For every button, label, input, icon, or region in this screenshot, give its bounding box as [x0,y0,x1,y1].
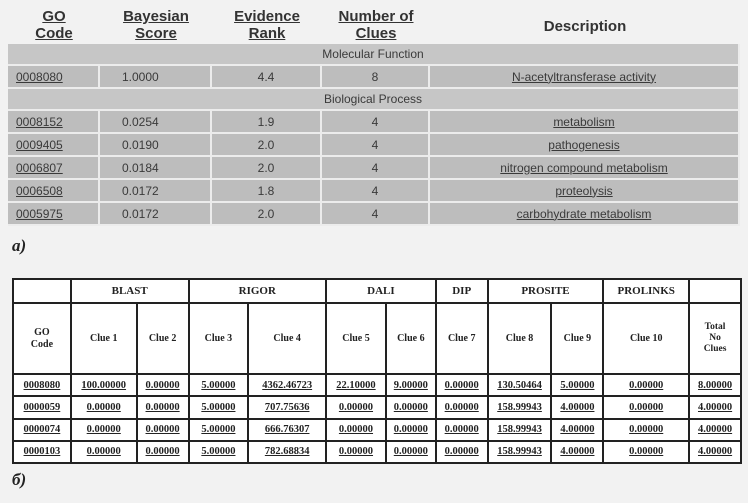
table-row [8,203,740,226]
clue-value[interactable]: 4.00000 [551,419,603,441]
clue-value[interactable]: 782.68834 [248,441,326,463]
clue-value[interactable]: 0.00000 [326,419,386,441]
evidence-rank: 2.0 [212,203,322,226]
description-link[interactable]: pathogenesis [430,134,740,157]
header-bayesian-score: Bayesian Score [123,8,189,42]
clue-value[interactable]: 130.50464 [488,374,552,396]
evidence-rank: 2.0 [212,157,322,180]
clue-value[interactable]: 22.10000 [326,374,386,396]
clue-value[interactable]: 5.00000 [189,396,249,418]
header-description: Description [543,17,627,35]
clue-value[interactable]: 0.00000 [326,396,386,418]
section-row [8,89,740,111]
table-row [8,157,740,180]
go-results-table [8,8,740,226]
description-link[interactable]: carbohydrate metabolism [430,203,740,226]
clue-value[interactable]: 100.00000 [71,374,137,396]
figure-caption-a: a) [12,236,27,255]
sub-header-row [13,303,741,374]
go-code-link[interactable]: 0000103 [13,441,71,463]
clue-value[interactable]: 0.00000 [436,419,488,441]
header-number-of-clues: Number of Clues [338,8,414,42]
evidence-rank: 2.0 [212,134,322,157]
section-row [8,44,740,66]
group-header: PROSITE [488,279,604,303]
header-go-code: GO Code [13,303,71,374]
total-clues-value[interactable]: 4.00000 [689,419,741,441]
group-header: DIP [436,279,488,303]
section-title: Biological Process [8,89,740,111]
evidence-rank: 1.9 [212,111,322,134]
group-header: DALI [326,279,436,303]
group-header: BLAST [71,279,189,303]
clue-value[interactable]: 0.00000 [603,441,689,463]
go-code-link[interactable]: 0005975 [8,203,100,226]
clue-header: Clue 7 [436,303,488,374]
go-code-link[interactable]: 0009405 [8,134,100,157]
bayesian-score: 0.0184 [100,157,212,180]
figure-caption-b: б) [12,470,27,489]
table-row [8,180,740,203]
clue-value[interactable]: 9.00000 [386,374,436,396]
clue-count: 4 [322,157,430,180]
clue-value[interactable]: 0.00000 [71,441,137,463]
clue-header: Clue 10 [603,303,689,374]
clue-value[interactable]: 666.76307 [248,419,326,441]
header-blank [13,279,71,303]
clue-count: 8 [322,66,430,89]
group-header: RIGOR [189,279,327,303]
clue-value[interactable]: 0.00000 [386,419,436,441]
clue-value[interactable]: 158.99943 [488,419,552,441]
table-row [13,419,741,441]
clue-value[interactable]: 0.00000 [386,441,436,463]
go-code-link[interactable]: 0008152 [8,111,100,134]
clue-value[interactable]: 4362.46723 [248,374,326,396]
clue-value[interactable]: 0.00000 [603,419,689,441]
clue-value[interactable]: 0.00000 [603,374,689,396]
clue-value[interactable]: 0.00000 [436,374,488,396]
total-clues-value[interactable]: 4.00000 [689,441,741,463]
evidence-rank: 4.4 [212,66,322,89]
bayesian-score: 0.0172 [100,203,212,226]
bayesian-score: 0.0254 [100,111,212,134]
clue-value[interactable]: 0.00000 [137,441,189,463]
table-row [13,374,741,396]
header-total-clues: Total No Clues [689,303,741,374]
clue-value[interactable]: 0.00000 [386,396,436,418]
go-code-link[interactable]: 0008080 [8,66,100,89]
clue-value[interactable]: 0.00000 [436,396,488,418]
go-code-link[interactable]: 0008080 [13,374,71,396]
bayesian-score: 0.0190 [100,134,212,157]
clue-header: Clue 9 [551,303,603,374]
table-row [8,66,740,89]
header-go-code: GO Code [35,8,73,42]
bayesian-score: 1.0000 [100,66,212,89]
group-header-row [13,279,741,303]
clue-count: 4 [322,111,430,134]
table-row [8,134,740,157]
table-row [8,111,740,134]
clue-count: 4 [322,134,430,157]
clue-header: Clue 5 [326,303,386,374]
clue-value[interactable]: 5.00000 [189,441,249,463]
clue-value[interactable]: 0.00000 [71,396,137,418]
go-code-link[interactable]: 0000059 [13,396,71,418]
section-title: Molecular Function [8,44,740,66]
go-code-link[interactable]: 0006807 [8,157,100,180]
total-clues-value[interactable]: 4.00000 [689,396,741,418]
header-evidence-rank: Evidence Rank [234,8,300,42]
clue-header: Clue 3 [189,303,249,374]
clue-header: Clue 2 [137,303,189,374]
clue-header: Clue 1 [71,303,137,374]
description-link[interactable]: nitrogen compound metabolism [430,157,740,180]
table-row [13,441,741,463]
clue-value[interactable]: 0.00000 [137,419,189,441]
go-code-link[interactable]: 0006508 [8,180,100,203]
clue-value[interactable]: 0.00000 [603,396,689,418]
description-link[interactable]: metabolism [430,111,740,134]
clue-value[interactable]: 0.00000 [326,441,386,463]
clue-value[interactable]: 4.00000 [551,441,603,463]
clue-value[interactable]: 158.99943 [488,441,552,463]
clue-header: Clue 4 [248,303,326,374]
clue-value[interactable]: 0.00000 [71,419,137,441]
clue-count: 4 [322,180,430,203]
description-link[interactable]: N-acetyltransferase activity [430,66,740,89]
bayesian-score: 0.0172 [100,180,212,203]
table-header-row [8,8,740,44]
evidence-rank: 1.8 [212,180,322,203]
clue-value[interactable]: 0.00000 [137,374,189,396]
clue-value[interactable]: 707.75636 [248,396,326,418]
description-link[interactable]: proteolysis [430,180,740,203]
clue-value[interactable]: 0.00000 [137,396,189,418]
clue-value[interactable]: 5.00000 [189,419,249,441]
table-row [13,396,741,418]
clue-details-table [12,278,742,464]
clue-header: Clue 6 [386,303,436,374]
go-code-link[interactable]: 0000074 [13,419,71,441]
clue-value[interactable]: 4.00000 [551,396,603,418]
clue-header: Clue 8 [488,303,552,374]
clue-value[interactable]: 0.00000 [436,441,488,463]
clue-value[interactable]: 5.00000 [189,374,249,396]
clue-count: 4 [322,203,430,226]
clue-value[interactable]: 5.00000 [551,374,603,396]
total-clues-value[interactable]: 8.00000 [689,374,741,396]
header-blank [689,279,741,303]
clue-value[interactable]: 158.99943 [488,396,552,418]
group-header: PROLINKS [603,279,689,303]
